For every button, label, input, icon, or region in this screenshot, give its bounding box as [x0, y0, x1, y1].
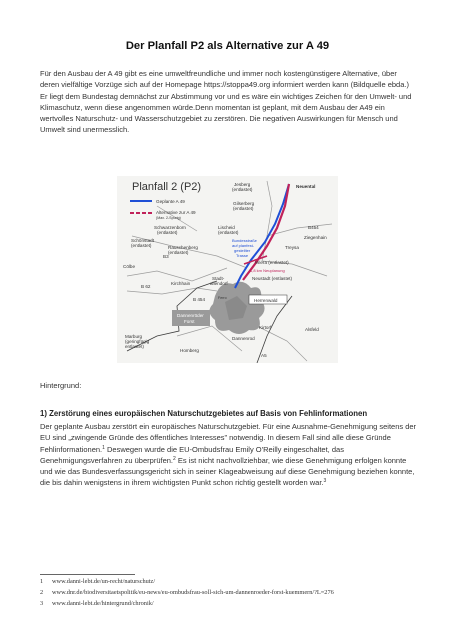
footnote-link[interactable]: www.dnr.de/biodiversitaetspolitik/eu-news/eu-ombudsfrau-soll-sich-um-dannenroeder-forst-kuemmern/?L=276: [52, 589, 334, 596]
place-label: Jesberg: [234, 182, 251, 187]
place-label: Lischeid: [218, 225, 235, 230]
place-label: Stadt-: [212, 276, 225, 281]
place-label: Cölbe: [123, 264, 136, 269]
section-heading: 1) Zerstörung eines europäischen Naturschutzgebietes auf Basis von Fehlinformationen: [40, 409, 368, 418]
place-label: Bundesstraße: [232, 238, 257, 243]
place-label: Neuental: [296, 184, 316, 189]
place-label: (entlastet): [157, 230, 178, 235]
footnote-link[interactable]: www.danni-lebt.de/un-recht/naturschutz/: [52, 578, 156, 585]
place-label: (entlastet): [218, 230, 239, 235]
section-paragraph: [40, 421, 418, 489]
footnote-divider: [40, 574, 135, 575]
place-label: (entlastet): [232, 187, 253, 192]
place-label: allendorf: [210, 281, 228, 286]
place-label: Herrenwald: [254, 298, 278, 303]
footnote-ref-2[interactable]: 2: [173, 455, 176, 462]
place-label: gestellter: [234, 248, 251, 253]
section-text-2: Deswegen wurde die EU-Ombudsfrau Emily O'Reilly eingeschaltet, das Genehmigungsverfahren zu überprüfen.: [40, 444, 344, 465]
place-label: auf planfest-: [232, 243, 255, 248]
footnote-number: 3: [40, 600, 44, 607]
footnote: [40, 589, 334, 596]
route-map: [117, 176, 338, 363]
place-label: (entlastet): [233, 206, 254, 211]
background-label: Hintergrund:: [40, 381, 82, 390]
map-title: Planfall 2 (P2): [132, 181, 202, 193]
place-label: B3: [163, 254, 169, 259]
place-label: (entlastet): [168, 250, 189, 255]
legend-alternative-label: Alternative zur A 49: [156, 210, 196, 215]
place-label: Marburg: [125, 334, 143, 339]
place-label: Rauschenberg: [168, 245, 198, 250]
place-label: A5: [261, 353, 267, 358]
place-label: Trasse: [236, 253, 249, 258]
place-label: Wiera (entlastet): [255, 260, 289, 265]
intro-paragraph: Für den Ausbau der A 49 gibt es eine umweltfreundliche und immer noch kostengünstigere Alternative, über deren vielfältige Vorzüge sich auf der Homepage https://stoppa49.org informiert werden kann (Bildquelle ebda.) Er liegt dem Bundestag demnächst zur Abstimmung vor und es wäre ein wichtiges Zeichen für den Umwelt- und Klimaschutz, wenn diese angenommen würde.Denn momentan ist geplant, mit dem Ausbau der A49 ein wertvolles Naturschutz- und Wasserschutzgebiet zu zerstören. Die negativen Auswirkungen für Mensch und Umwelt sind unermesslich.: [40, 69, 412, 135]
place-label: Schwarzenborn: [154, 225, 186, 230]
legend-planned-label: Geplante A 49: [156, 199, 185, 204]
route-map-svg: [117, 176, 338, 363]
footnote: [40, 578, 155, 585]
place-label: B 454: [193, 297, 206, 302]
place-label: Kirchhain: [171, 281, 191, 286]
footnote-link[interactable]: www.danni-lebt.de/hintergrund/chronik/: [52, 600, 154, 607]
place-label: Dannenröder: [177, 313, 204, 318]
place-label: Forst: [184, 319, 195, 324]
footnote-number: 1: [40, 578, 44, 585]
page-title: Der Planfall P2 als Alternative zur A 49: [125, 40, 330, 52]
footnote: [40, 600, 154, 607]
place-label: Dannenrod: [232, 336, 255, 341]
place-label: (entlastet): [131, 243, 152, 248]
place-label: Alsfeld: [305, 327, 319, 332]
place-label: (geringfügig: [125, 339, 150, 344]
section-text-3: Es ist nicht nachvollziehbar, wie diese Genehmigung erfolgen konnte und wie das Bundesverfassungsgericht sich in seiner Klageabweisung auf diese Genehmigung beziehen konnte, die bis dahin wenigstens in ihrem wichtigsten Punkt schon richtig gestellt worden war.: [40, 455, 415, 488]
place-label: Treysa: [285, 245, 299, 250]
legend-alternative-sub: (Max. 2-Spurig): [156, 216, 181, 220]
place-label: Kirtorf: [259, 325, 272, 330]
place-label: Homberg: [180, 348, 199, 353]
footnote-ref-1[interactable]: 1: [102, 444, 105, 451]
place-label: entlastet): [125, 344, 144, 349]
place-label: B454: [308, 225, 319, 230]
place-label: Neustadt (entlastet): [252, 276, 293, 281]
footnote-ref-3[interactable]: 3: [323, 478, 327, 485]
place-label: Schönstadt: [131, 238, 154, 243]
place-label: Gilserberg: [233, 201, 255, 206]
place-label: Ferro: [218, 296, 227, 300]
footnote-number: 2: [40, 589, 44, 596]
place-label: B 62: [141, 284, 151, 289]
place-label: Ziegenhain: [304, 235, 327, 240]
place-label: 1,8 km Neuplanung: [250, 268, 285, 273]
section-text-1: Der geplante Ausbau zerstört ein europäisches Naturschutzgebiet. Für eine Ausnahme-Genehmigung seitens der EU sind „zwingende Gründe des öffentliches Interesses” notwendig. In diesem Fall sind alle diese Gründe Fehlinformationen.: [40, 422, 417, 454]
